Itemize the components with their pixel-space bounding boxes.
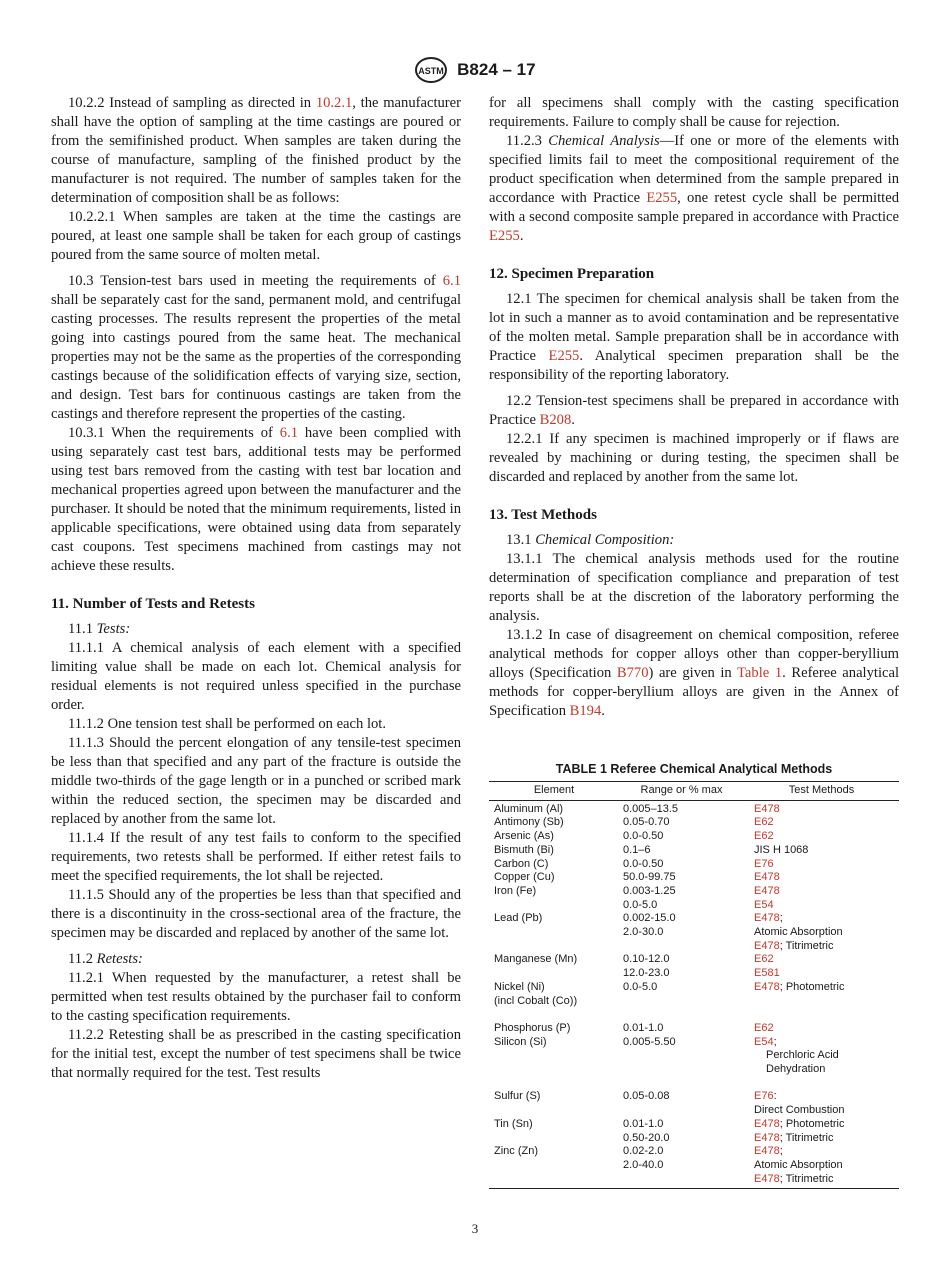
table-row: 0.0-5.0 E54 <box>623 898 774 911</box>
right-column <box>489 94 899 721</box>
section-heading-11: 11. Number of Tests and Retests <box>51 596 255 612</box>
table-row: Antimony (Sb) 0.05-0.70 E62 <box>494 816 774 829</box>
table-title: TABLE 1 Referee Chemical Analytical Methods <box>555 762 833 776</box>
document-code: B824 – 17 <box>457 60 536 79</box>
table-row: E478; Titrimetric <box>489 1173 899 1189</box>
paragraph-13-1: 13.1 Chemical Composition: <box>506 532 675 548</box>
paragraph-11-2: 11.2 Retests: <box>68 951 143 967</box>
table-spacer-row <box>489 1077 899 1091</box>
table-row: Arsenic (As) 0.0-0.50 E62 <box>494 830 774 843</box>
ref-link[interactable]: Table 1 <box>737 665 783 681</box>
paragraph-11-1-2: 11.1.2 One tension test shall be performed on each lot. <box>68 716 387 732</box>
section-heading-13: 13. Test Methods <box>489 507 597 523</box>
referee-methods-table <box>489 781 899 1189</box>
paragraph-13-1-1: 13.1.1 The chemical analysis methods used for the routine determination of specification compliance and preparation of test reports shall be at the discretion of the laboratory performing the analysis. <box>489 551 899 624</box>
method-link[interactable]: E478 <box>754 1131 780 1144</box>
table-row: 12.0-23.0 E581 <box>623 967 780 980</box>
left-column <box>51 94 461 1083</box>
method-link[interactable]: E76 <box>754 857 774 870</box>
table-row: Manganese (Mn) 0.10-12.0 E62 <box>494 953 774 966</box>
table-row: Silicon (Si) 0.005-5.50 E54; <box>494 1035 777 1048</box>
paragraph-11-1-1: 11.1.1 A chemical analysis of each element with a specified limiting value shall be made on each lot. Chemical analysis for residual elements is not required unless specified in the purchase order. <box>51 640 461 713</box>
paragraph-10-2-2: 10.2.2 Instead of sampling as directed in 10.2.1, the manufacturer shall have the option of sampling at the time castings are poured or from the semifinished product. When samples are taken during the course of manufacture, sampling of the finished product by the manufacturer is not required. The number of samples taken for the determination of composition shall be as follows: <box>51 95 461 206</box>
column-header: Range or % max <box>619 782 744 801</box>
ref-link[interactable]: B770 <box>616 665 649 681</box>
method-link[interactable]: E62 <box>754 953 774 966</box>
table-row: E478; Titrimetric <box>754 939 834 952</box>
method-link[interactable]: E478 <box>754 980 780 993</box>
table-row: Bismuth (Bi) 0.1–6 JIS H 1068 <box>494 843 809 856</box>
ref-link[interactable]: 6.1 <box>442 273 461 289</box>
table-row: Tin (Sn) 0.01-1.0 E478; Photometric <box>494 1117 845 1130</box>
table-row: Aluminum (Al) 0.005–13.5 E478 <box>494 802 780 815</box>
method-link[interactable]: E581 <box>754 967 780 980</box>
method-link[interactable]: E62 <box>754 816 774 829</box>
method-link[interactable]: E76 <box>754 1090 774 1103</box>
paragraph-11-1-5: 11.1.5 Should any of the properties be less than that specified and there is a discontinuity in the cross-sectional area of the fracture, the specimen may be discarded and replaced by another of the same lot. <box>51 887 461 941</box>
ref-link[interactable]: E255 <box>489 228 520 244</box>
method-link[interactable]: E478 <box>754 871 780 884</box>
ref-link[interactable]: 10.2.1 <box>315 95 353 111</box>
table-row: 2.0-40.0 Atomic Absorption <box>623 1158 843 1171</box>
ref-link[interactable]: E255 <box>548 348 580 364</box>
method-link[interactable]: E478 <box>754 1172 780 1185</box>
ref-link[interactable]: 6.1 <box>279 425 299 441</box>
table-row: Direct Combustion <box>754 1104 845 1117</box>
table-1 <box>489 762 899 1189</box>
table-row: 2.0-30.0 Atomic Absorption <box>623 926 843 939</box>
table-row: (incl Cobalt (Co)) <box>494 994 578 1007</box>
table-header-row <box>489 782 899 801</box>
method-link[interactable]: E62 <box>754 830 774 843</box>
ref-link[interactable]: B208 <box>539 412 572 428</box>
paragraph-continued: for all specimens shall comply with the casting specification requirements. Failure to comply shall be cause for rejection. <box>489 95 899 130</box>
paragraph-11-2-2: 11.2.2 Retesting shall be as prescribed in the casting specification for the initial test, except the number of test specimens shall be twice that normally required for the test. Test results <box>51 1027 461 1081</box>
ref-link[interactable]: B194 <box>569 703 602 719</box>
paragraph-11-2-3: 11.2.3 Chemical Analysis—If one or more of the elements with specified limits fail to meet the compositional requirement of the product specification when determined from the sample prepared in accordance with Practice E255, one retest cycle shall be permitted with a second composite sample prepared in accordance with Practice E255. <box>489 133 899 244</box>
method-link[interactable]: E54 <box>754 1035 774 1048</box>
table-row: Phosphorus (P) 0.01-1.0 E62 <box>494 1021 774 1034</box>
paragraph-12-2-1: 12.2.1 If any specimen is machined improperly or if flaws are revealed by machining or during testing, the specimen shall be discarded and replaced by another from the same lot. <box>489 431 899 485</box>
table-row: 0.50-20.0 E478; Titrimetric <box>623 1131 834 1144</box>
page-header <box>0 56 950 84</box>
table-row: Nickel (Ni) 0.0-5.0 E478; Photometric <box>494 980 845 993</box>
table-row: Carbon (C) 0.0-0.50 E76 <box>494 857 774 870</box>
paragraph-10-3: 10.3 Tension-test bars used in meeting the requirements of 6.1 shall be separately cast for the sand, permanent mold, and centrifugal casting processes. The results represent the properties of the metal going into castings poured from the same heat. The mechanical properties may not be the same as the properties of the corresponding castings because of the solidification effects of varying size, section, and design. Test bars for continuous castings are taken from the castings and therefore represent the properties of the casting. <box>51 273 461 422</box>
paragraph-13-1-2: 13.1.2 In case of disagreement on chemical composition, referee analytical methods for copper alloys other than copper-beryllium alloys (Specification B770) are given in Table 1. Referee analytical methods for copper-beryllium alloys are given in the Annex of Specification B194. <box>489 627 900 719</box>
column-header: Element <box>489 782 619 801</box>
method-link[interactable]: E54 <box>754 898 774 911</box>
table-row: Copper (Cu) 50.0-99.75 E478 <box>494 871 780 884</box>
paragraph-11-1: 11.1 Tests: <box>68 621 131 637</box>
page-number: 3 <box>471 1221 479 1236</box>
paragraph-10-2-2-1: 10.2.2.1 When samples are taken at the time the castings are poured, at least one sample shall be taken for each group of castings poured from the same source of molten metal. <box>51 209 461 263</box>
table-row: Dehydration <box>766 1063 826 1076</box>
paragraph-11-1-4: 11.1.4 If the result of any test fails to conform to the specified requirements, two retests shall be performed. If either retest fails to meet the specified requirements, the lot shall be rejected. <box>51 830 461 884</box>
table-row: Lead (Pb) 0.002-15.0 E478; <box>494 912 783 925</box>
table-spacer-row <box>489 1008 899 1022</box>
astm-logo-icon <box>414 56 448 84</box>
column-header: Test Methods <box>744 782 899 801</box>
paragraph-11-1-3: 11.1.3 Should the percent elongation of any tensile-test specimen be less than that specified and any part of the fracture is outside the middle two-thirds of the gage length or in a punched or scribed mark within the reduced section, the specimen may be discarded and replaced by another from the same lot. <box>51 735 461 827</box>
paragraph-11-2-1: 11.2.1 When requested by the manufacturer, a retest shall be permitted when test results obtained by the purchaser fail to conform to the casting specification requirements. <box>51 970 461 1024</box>
method-link[interactable]: E478 <box>754 884 780 897</box>
table-row: Sulfur (S) 0.05-0.08 E76: <box>494 1090 777 1103</box>
svg-text:ASTM: ASTM <box>418 66 445 76</box>
table-row: Perchloric Acid <box>766 1049 839 1062</box>
section-heading-12: 12. Specimen Preparation <box>489 266 655 282</box>
method-link[interactable]: E478 <box>754 802 780 815</box>
method-link[interactable]: E478 <box>754 939 780 952</box>
method-link[interactable]: E478 <box>754 912 780 925</box>
method-link[interactable]: E478 <box>754 1145 780 1158</box>
paragraph-10-3-1: 10.3.1 When the requirements of 6.1 have been complied with using separately cast test bars, additional tests may be performed using test bars removed from the casting with test bar location and mechanical properties agreed upon between the manufacturer and the purchaser. It should be noted that the minimum requirements, listed in applicable specifications, were obtained using data from separately cast coupons. Test specimens machined from castings may not achieve these results. <box>51 425 461 574</box>
paragraph-12-1: 12.1 The specimen for chemical analysis shall be taken from the lot in such a manner as to avoid contamination and be representative of the molten metal. Sample preparation shall be in accordance with Practice E255. Analytical specimen preparation shall be the responsibility of the reporting laboratory. <box>489 291 899 383</box>
table-row: Iron (Fe) 0.003-1.25 E478 <box>494 884 780 897</box>
method-link[interactable]: E62 <box>754 1021 774 1034</box>
paragraph-12-2: 12.2 Tension-test specimens shall be prepared in accordance with Practice B208. <box>489 393 899 428</box>
ref-link[interactable]: E255 <box>646 190 678 206</box>
table-row: Zinc (Zn) 0.02-2.0 E478; <box>494 1145 783 1158</box>
method-link[interactable]: E478 <box>754 1117 780 1130</box>
